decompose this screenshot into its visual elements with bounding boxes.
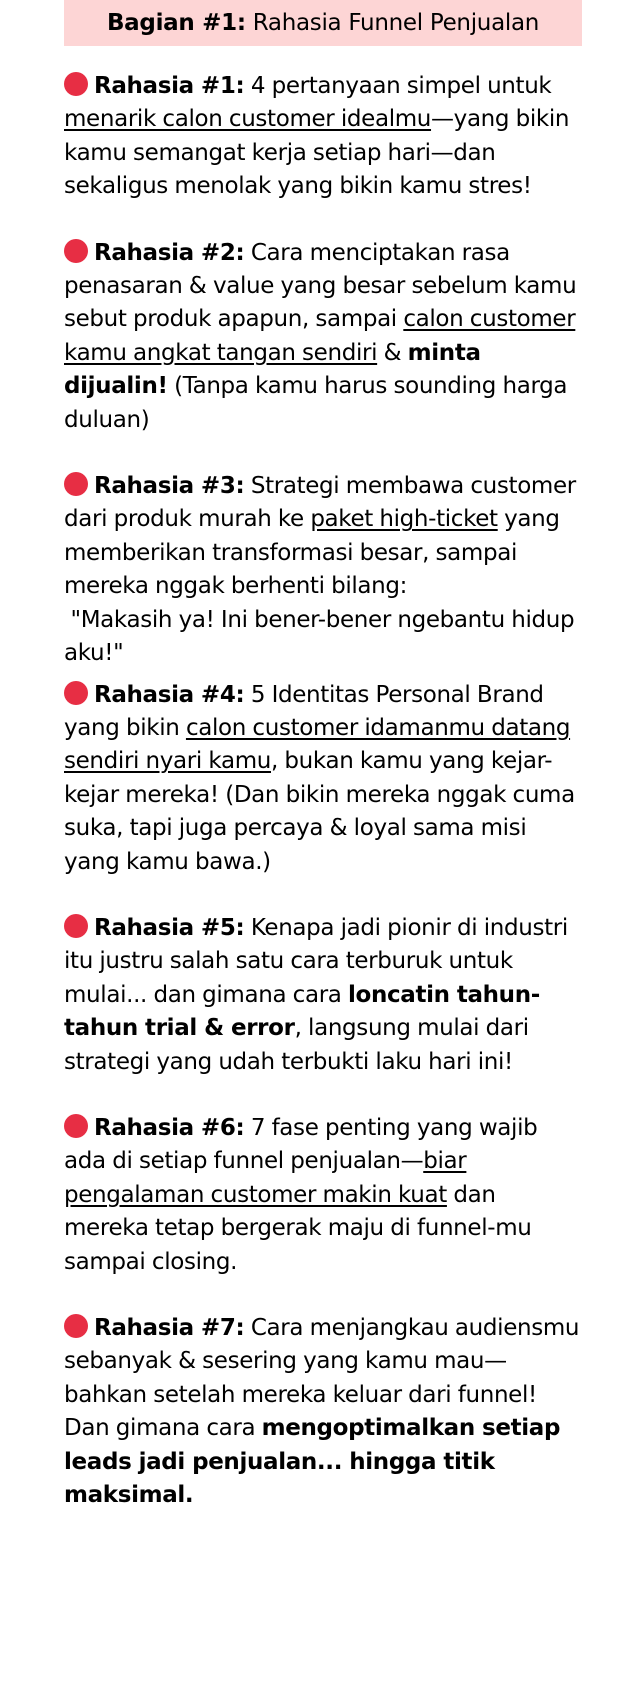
secret-bold-text: mengoptimalkan setiap leads jadi penjualan... hingga titik maksimal. [64,1415,561,1509]
secret-text: 5 Identitas Personal Brand yang bikin [64,681,544,741]
secret-text: yang memberikan transformasi besar, sampai mereka nggak berhenti bilang: [64,506,560,600]
secret-underline-text: menarik calon customer idealmu [64,106,432,133]
list-item-secret-2 [64,237,584,437]
list-item-secret-1 [64,70,584,204]
section-header-label: Bagian #1: [106,10,246,36]
red-circle-icon [64,681,88,705]
secret-text: Strategi membawa customer dari produk murah ke [64,473,576,533]
secret-title: Rahasia #6: [94,1114,245,1141]
secret-bold-text: loncatin tahun-tahun trial & error [64,981,540,1042]
secret-quote: "Makasih ya! Ini bener-bener ngebantu hidup aku!" [64,606,575,667]
secret-text: & [377,339,408,366]
secret-title: Rahasia #2: [94,239,245,266]
section-header-text: Rahasia Funnel Penjualan [245,10,540,36]
secret-underline-text: biar pengalaman customer makin kuat [64,1148,467,1208]
secret-text: Kenapa jadi pionir di industri itu justru salah satu cara terburuk untuk mulai... dan gimana cara [64,914,568,1008]
secret-text: Cara menjangkau audiensmu sebanyak & sesering yang kamu mau—bahkan setelah mereka keluar dari funnel! [64,1315,580,1408]
red-circle-icon [64,72,88,96]
secret-title: Rahasia #1: [94,73,245,99]
secrets-list [64,70,584,1512]
secret-followup [64,1412,584,1512]
red-circle-icon [64,472,88,496]
section-header [64,0,582,46]
secret-text: dan mereka tetap bergerak maju di funnel-mu sampai closing. [64,1181,532,1275]
red-circle-icon [64,1314,88,1338]
secret-title: Rahasia #5: [94,914,245,941]
secret-text: Dan gimana cara [64,1415,262,1442]
secret-text: —yang bikin kamu semangat kerja setiap hari—dan sekaligus menolak yang bikin kamu stres! [64,106,570,200]
red-circle-icon [64,239,88,263]
list-item-secret-5 [64,912,584,1079]
secret-title: Rahasia #7: [94,1315,245,1341]
secret-title: Rahasia #4: [94,681,245,708]
list-item-secret-4 [64,679,584,879]
secret-underline-text: calon customer kamu angkat tangan sendiri [64,306,576,366]
list-item-secret-3 [64,470,584,670]
secret-text: 4 pertanyaan simpel untuk [244,73,552,99]
secret-text: (Tanpa kamu harus sounding harga duluan) [64,373,568,433]
secret-text: Cara menciptakan rasa penasaran & value yang besar sebelum kamu sebut produk apapun, sampai [64,239,577,333]
secret-text: 7 fase penting yang wajib ada di setiap funnel penjualan— [64,1114,538,1175]
list-item-secret-6 [64,1112,584,1279]
red-circle-icon [64,1114,88,1138]
secret-text: , bukan kamu yang kejar-kejar mereka! (Dan bikin mereka nggak cuma suka, tapi juga percaya & loyal sama misi yang kamu bawa.) [64,748,575,875]
secret-underline-text: paket high-ticket [310,506,498,533]
secret-text: , langsung mulai dari strategi yang udah terbukti laku hari ini! [64,1015,529,1075]
secret-bold-text: minta dijualin! [64,339,481,400]
red-circle-icon [64,914,88,938]
secret-title: Rahasia #3: [94,473,245,500]
secret-underline-text: calon customer idamanmu datang sendiri nyari kamu [64,714,571,775]
list-item-secret-7 [64,1312,584,1512]
